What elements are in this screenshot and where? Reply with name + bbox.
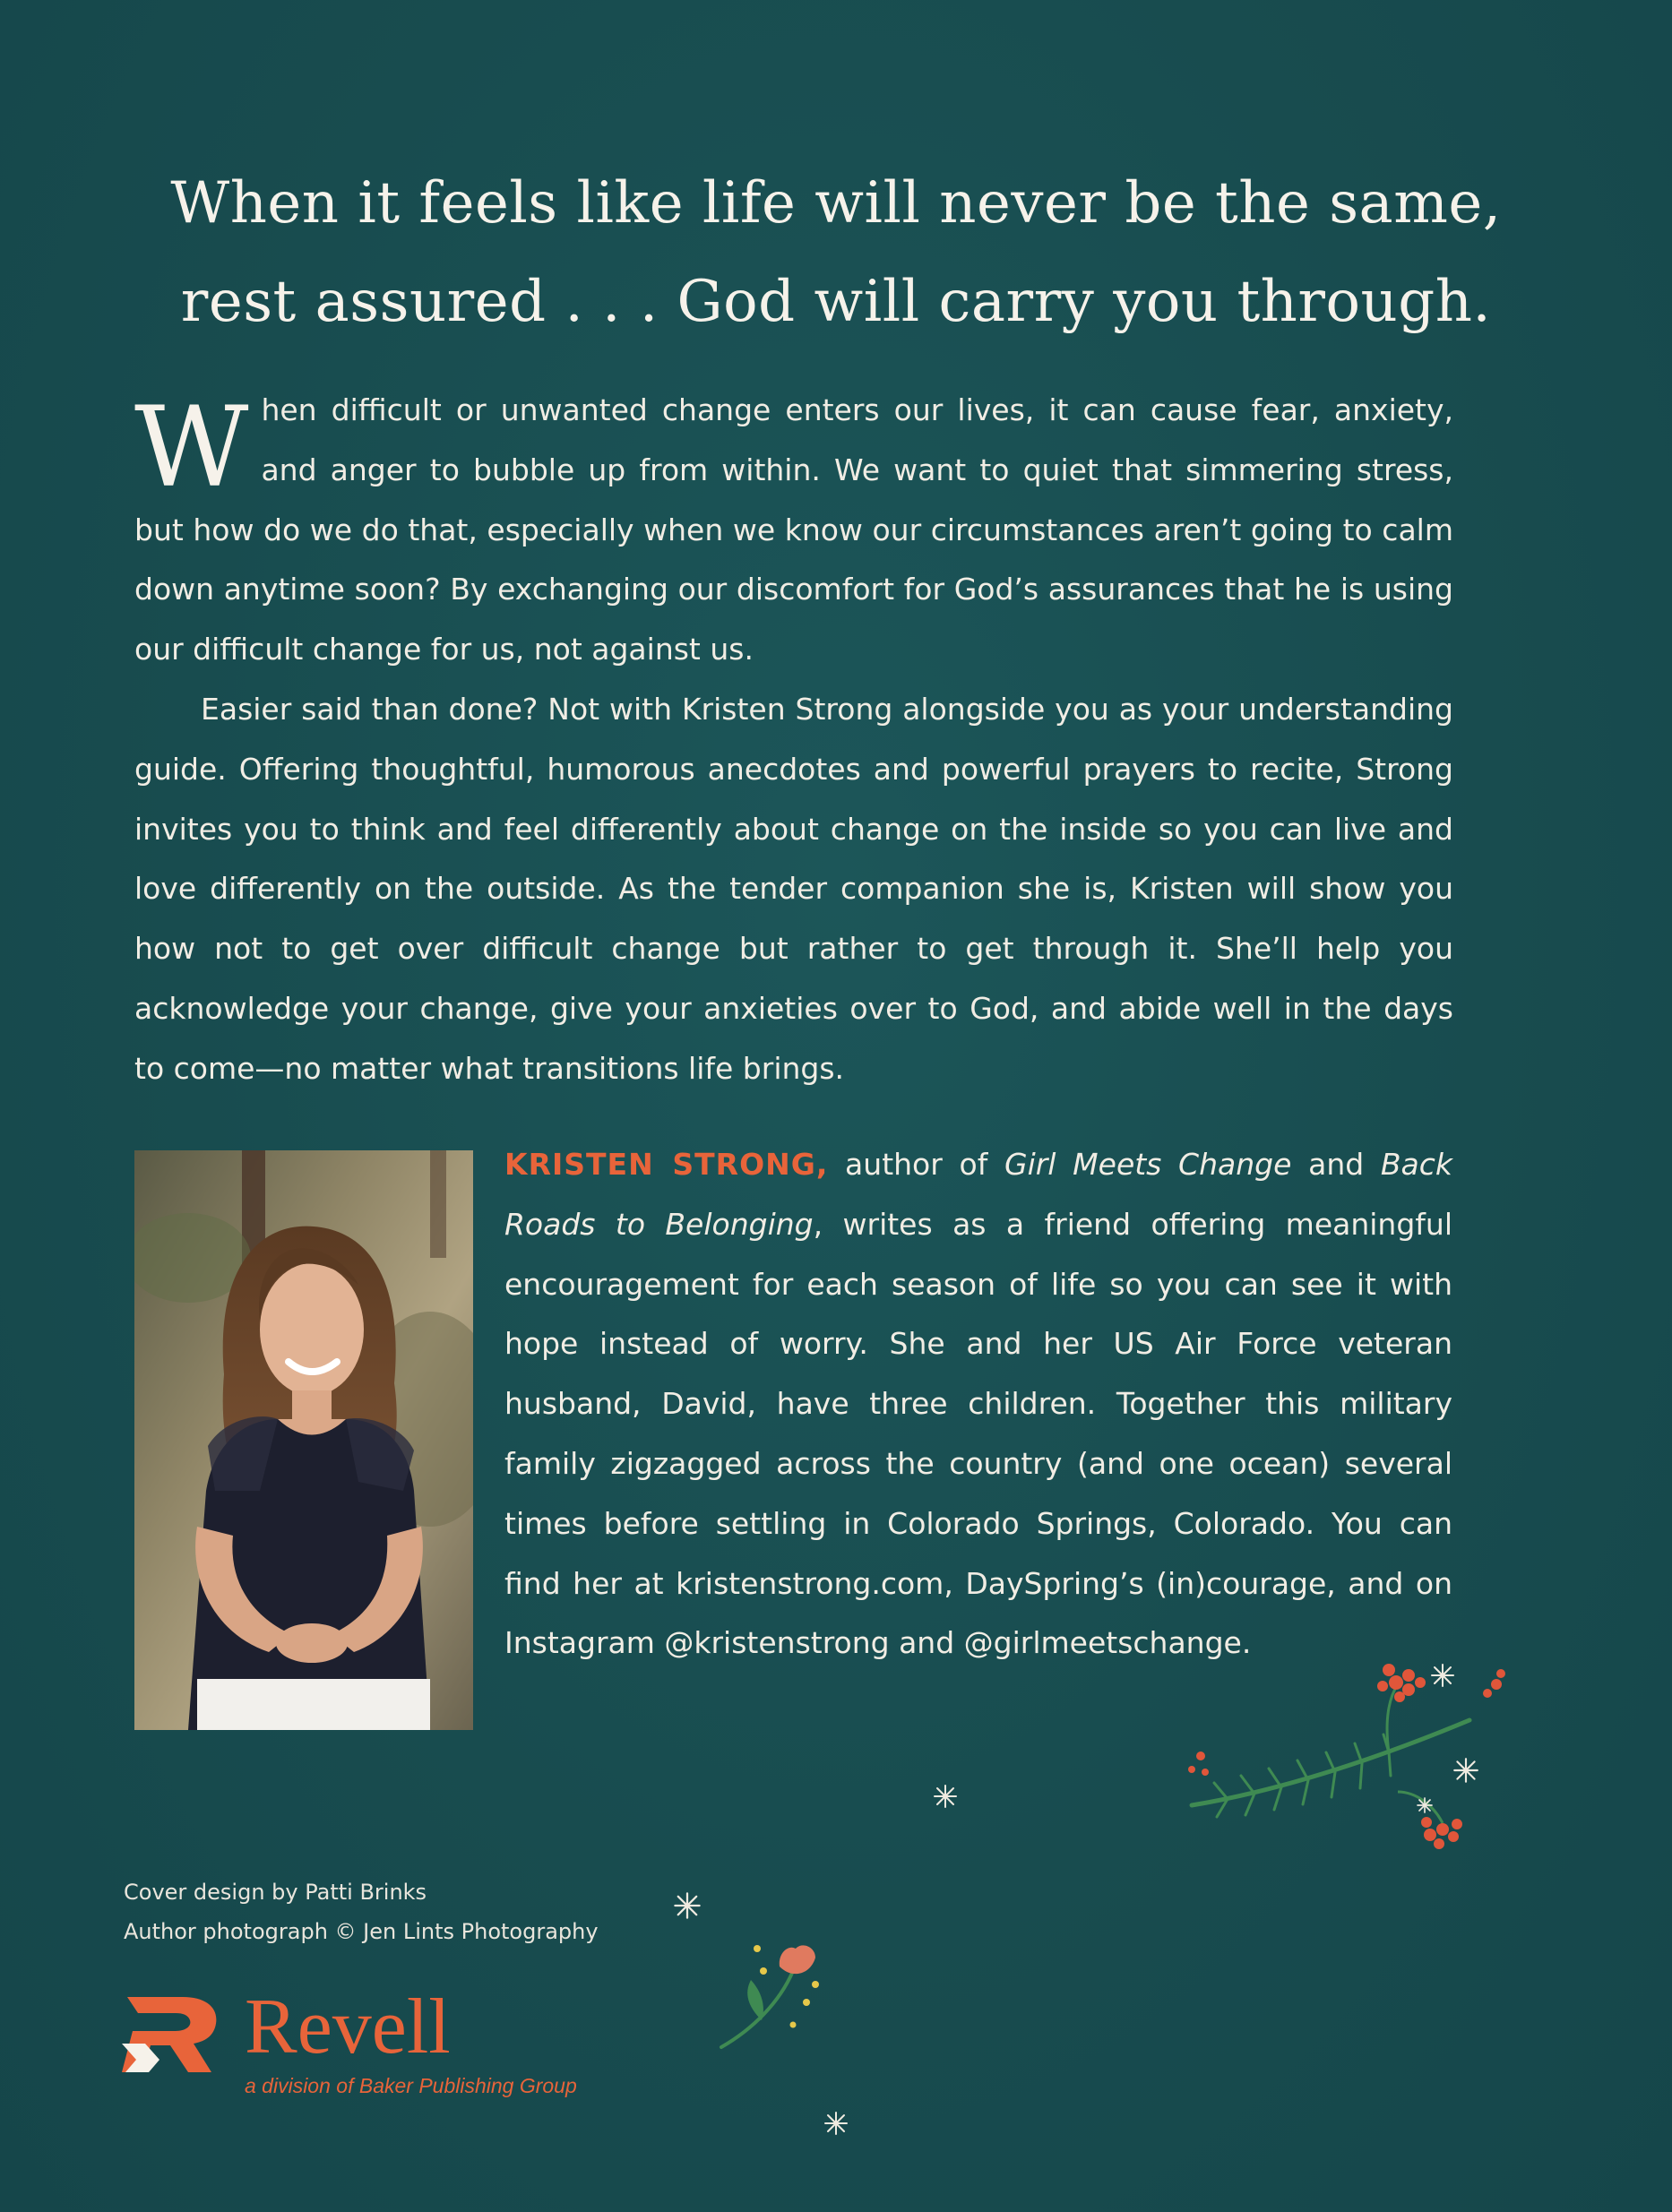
publisher-tagline: a division of Baker Publishing Group xyxy=(245,2074,577,2097)
publisher-logo xyxy=(118,1983,620,2117)
dandelion-star-icon xyxy=(1452,1756,1480,1785)
bio-text-before-title: author of xyxy=(828,1147,1004,1182)
dandelion-star-icon xyxy=(1429,1662,1456,1689)
dandelion-star-icon xyxy=(932,1783,959,1810)
bio-text-between-titles: and xyxy=(1291,1147,1381,1182)
book-description xyxy=(134,381,1453,1099)
author-bio xyxy=(504,1135,1452,1674)
cover-design-credit: Cover design by Patti Brinks xyxy=(124,1880,427,1905)
publisher-name: Revell xyxy=(245,1984,451,2070)
book-title-back-roads: Back Roads to Belonging xyxy=(504,1147,1452,1242)
dandelion-star-icon xyxy=(823,2110,849,2137)
description-paragraph-1-text: hen difficult or unwanted change enters our lives, it can cause fear, anxiety, and anger to bubble up from within. We want to quiet that simmering stress, but how do we do that, especially when we know our circumstances aren’t going to calm down anytime soon? By exchanging our discomfort for God’s assurances that he is using our difficult change for us, not against us. xyxy=(134,392,1453,667)
drop-cap: W xyxy=(134,383,249,512)
dandelion-star-icon xyxy=(1416,1796,1434,1814)
bio-text-after-titles: , writes as a friend offering meaningful encouragement for each season of life so you can see it with hope instead of worry. She and her US Air Force veteran husband, David, have three children. Together this military family zigzagged across the country (and one ocean) several times before settling in Colorado Springs, Colorado. You can find her at kristenstrong.com, DaySpring’s (in)courage, and on Instagram @kristenstrong and @girlmeetschange. xyxy=(504,1206,1452,1661)
description-paragraph-2: Easier said than done? Not with Kristen Strong alongside you as your understanding guide. Offering thoughtful, humorous anecdotes and powerful prayers to recite, Strong invites you to think and feel differently about change on the inside so you can live and love differently on the outside. As the tender companion she is, Kristen will show you how not to get over difficult change but rather to get through it. She’ll help you acknowledge your change, give your anxieties over to God, and abide well in the days to come—no matter what transitions life brings. xyxy=(134,691,1453,1086)
headline xyxy=(99,154,1573,351)
author-photo xyxy=(134,1150,473,1730)
author-name: KRISTEN STRONG, xyxy=(504,1147,829,1182)
book-title-girl-meets-change: Girl Meets Change xyxy=(1004,1147,1292,1182)
author-portrait-illustration xyxy=(134,1150,473,1730)
dandelion-star-icon xyxy=(672,1890,702,1921)
revell-r-logo-icon xyxy=(118,1990,233,2079)
credits xyxy=(124,1872,599,1951)
headline-line-2: rest assured . . . God will carry you through. xyxy=(180,269,1492,335)
description-paragraph-1 xyxy=(134,381,1453,680)
author-photo-credit: Author photograph © Jen Lints Photography xyxy=(124,1919,599,1944)
headline-line-1: When it feels like life will never be the same, xyxy=(170,170,1502,237)
tulip-sprig-icon xyxy=(708,1922,842,2056)
